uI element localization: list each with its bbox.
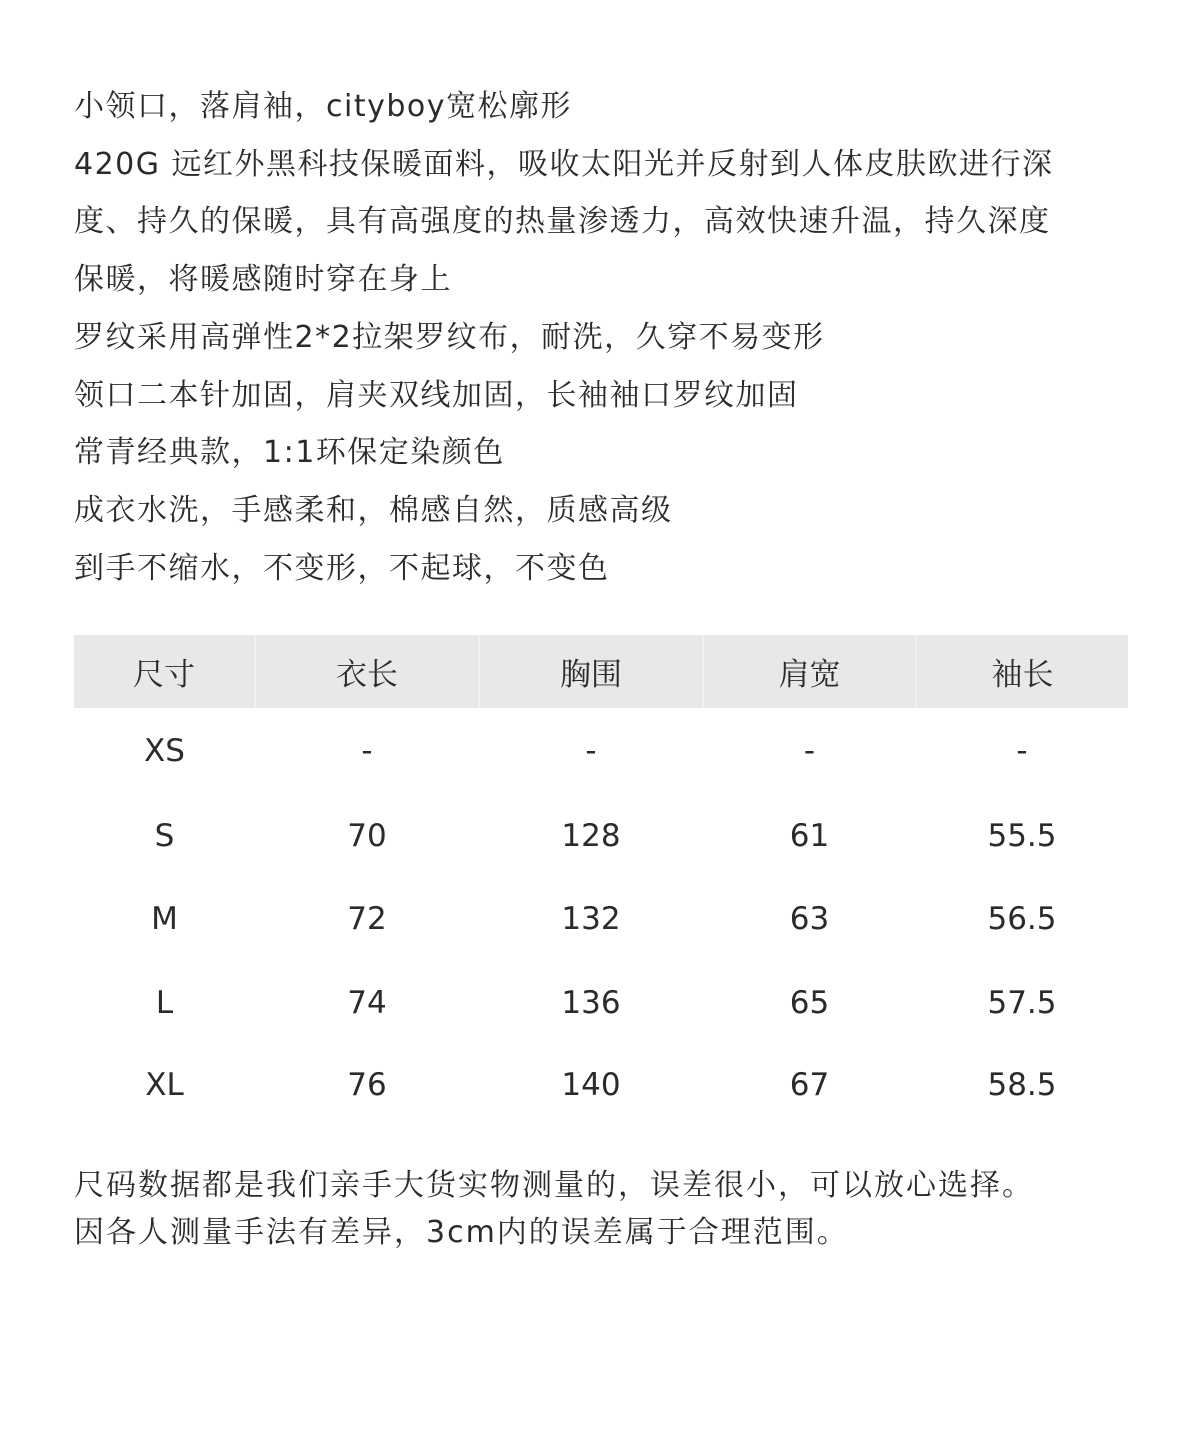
description-line-rib: 罗纹采用高弹性2*2拉架罗纹布，耐洗，久穿不易变形 [74, 319, 825, 355]
description-line-neckline: 小领口，落肩袖，cityboy宽松廓形 [74, 89, 572, 124]
cell-length: 74 [347, 984, 387, 1021]
product-description [74, 78, 1134, 597]
description-line-color: 常青经典款，1:1环保定染颜色 [74, 435, 505, 471]
cell-sleeve: - [1016, 733, 1028, 769]
cell-sleeve: 56.5 [987, 901, 1057, 938]
header-shoulder: 肩宽 [703, 635, 916, 708]
header-length: 衣长 [255, 635, 479, 708]
cell-size: XS [144, 733, 185, 769]
description-line-warmth-end: 保暖，将暖感随时穿在身上 [74, 262, 452, 298]
measurement-notes [74, 1162, 1134, 1256]
table-row [74, 878, 1128, 962]
cell-shoulder: 61 [789, 817, 830, 854]
cell-length: 72 [347, 901, 387, 938]
cell-size: L [155, 984, 174, 1021]
cell-shoulder: - [803, 733, 816, 769]
table-row [74, 794, 1128, 878]
size-chart-table [74, 635, 1128, 1125]
table-row [74, 1045, 1128, 1125]
cell-sleeve: 58.5 [987, 1066, 1057, 1103]
cell-size: XL [145, 1066, 184, 1103]
cell-size: M [151, 901, 178, 938]
cell-chest: 140 [561, 1066, 621, 1103]
description-line-warmth: 度、持久的保暖，具有高强度的热量渗透力，高效快速升温，持久深度 [74, 204, 1051, 240]
cell-shoulder: 65 [789, 984, 830, 1021]
cell-size: S [154, 817, 175, 854]
description-line-fabric: 420G 远红外黑科技保暖面料，吸收太阳光并反射到人体皮肤欧进行深 [74, 146, 1054, 182]
note-line-accuracy: 尺码数据都是我们亲手大货实物测量的，误差很小，可以放心选择。 [74, 1168, 1034, 1203]
cell-length: - [361, 733, 373, 769]
cell-chest: 128 [561, 817, 621, 854]
cell-length: 76 [347, 1066, 387, 1103]
cell-chest: 136 [561, 984, 621, 1021]
cell-chest: 132 [561, 901, 621, 938]
size-chart-header-row [74, 635, 1128, 708]
description-line-stitching: 领口二本针加固，肩夹双线加固，长袖袖口罗纹加固 [74, 377, 799, 413]
description-line-guarantee: 到手不缩水，不变形，不起球，不变色 [74, 550, 610, 586]
cell-chest: - [585, 733, 597, 769]
header-sleeve: 袖长 [916, 635, 1128, 708]
description-line-wash: 成衣水洗，手感柔和，棉感自然，质感高级 [74, 492, 673, 528]
header-size: 尺寸 [74, 635, 255, 708]
table-row [74, 961, 1128, 1045]
cell-length: 70 [347, 817, 387, 854]
cell-shoulder: 67 [789, 1066, 830, 1103]
table-row [74, 708, 1128, 794]
cell-shoulder: 63 [789, 901, 830, 938]
header-chest: 胸围 [479, 635, 703, 708]
note-line-tolerance: 因各人测量手法有差异，3cm内的误差属于合理范围。 [74, 1215, 849, 1250]
cell-sleeve: 55.5 [987, 817, 1057, 854]
cell-sleeve: 57.5 [987, 984, 1057, 1021]
